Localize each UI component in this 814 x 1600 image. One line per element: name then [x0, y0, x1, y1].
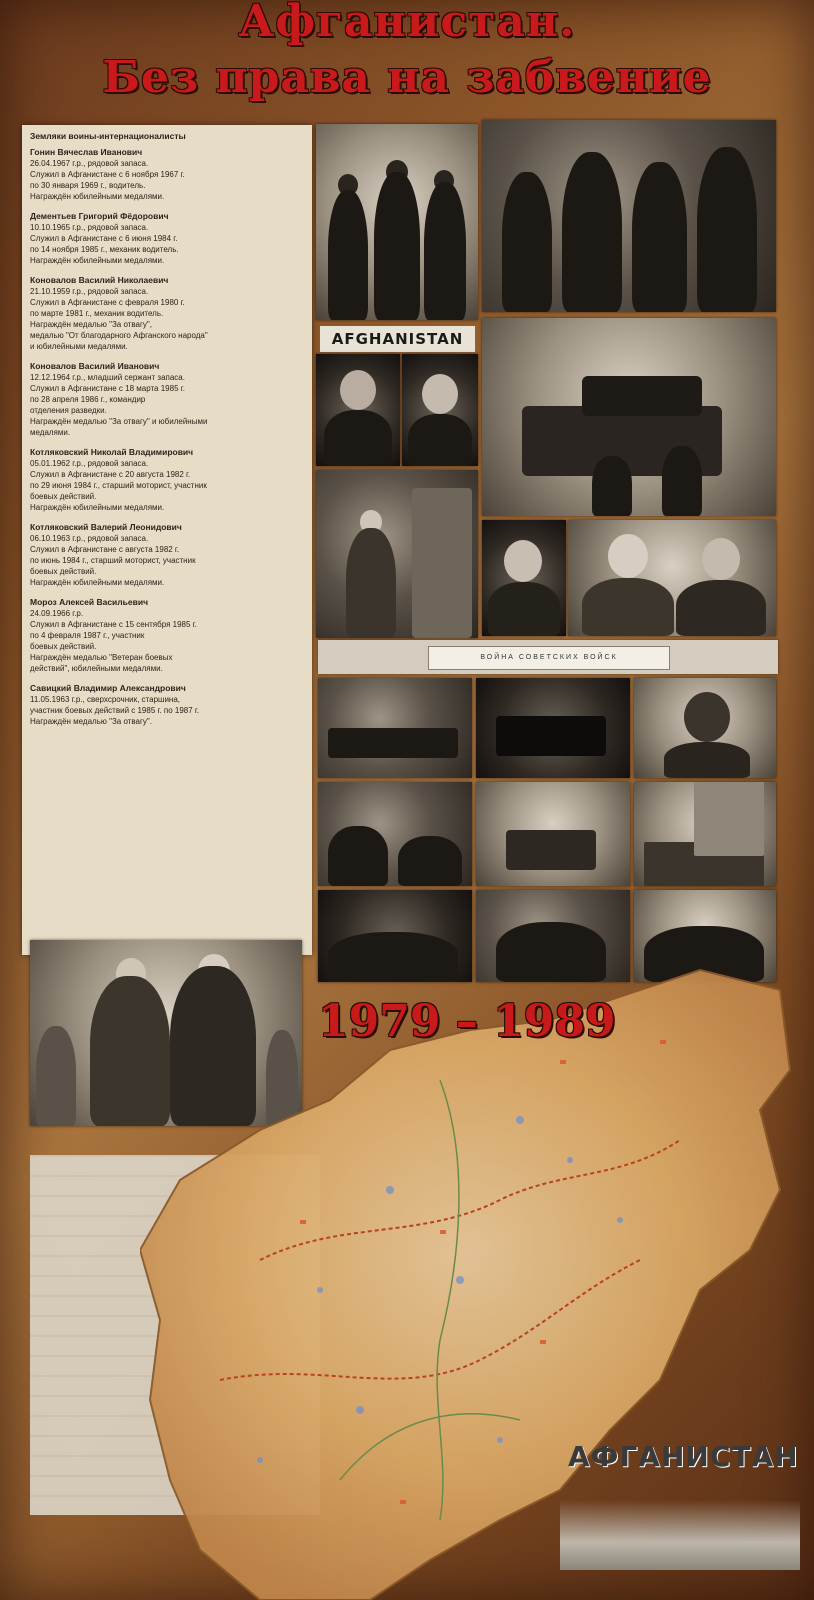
bio-line: Служил в Афганистане с августа 1982 г.: [30, 545, 180, 554]
bio-line: по 30 января 1969 г., водитель.: [30, 181, 146, 190]
bio-line: по 4 февраля 1987 г., участник: [30, 631, 145, 640]
bio-line: Награждён медалью "За отвагу" и юбилейными: [30, 417, 208, 426]
years-label: 1979 – 1989: [318, 996, 616, 1047]
bio-entry: [30, 361, 304, 438]
bio-line: 21.10.1959 г.р., рядовой запаса.: [30, 287, 149, 296]
bio-line: Награждён медалью "За отвагу".: [30, 717, 152, 726]
bio-line: боевых действий.: [30, 567, 97, 576]
bio-entry: [30, 147, 304, 202]
bio-name: Котляковский Валерий Леонидович: [30, 522, 182, 532]
photo-group-soldiers: [316, 124, 478, 320]
photo-crowd: [482, 120, 776, 312]
portrait-officers-2: [568, 520, 776, 636]
bio-name: Гонин Вячеслав Иванович: [30, 147, 143, 157]
bio-entry: [30, 211, 304, 266]
bio-entry: [30, 597, 304, 674]
bio-line: боевых действий.: [30, 642, 97, 651]
bio-line: Награждён медалью "Ветеран боевых: [30, 653, 173, 662]
bio-line: участник боевых действий с 1985 г. по 1987 г.: [30, 706, 200, 715]
bio-line: Служил в Афганистане с 20 августа 1982 г.: [30, 470, 191, 479]
bio-line: по 14 ноября 1985 г., механик водитель.: [30, 245, 179, 254]
photo-soldier-rifle: [316, 470, 478, 638]
bio-line: 11.05.1963 г.р., сверхсрочник, старшина,: [30, 695, 180, 704]
portrait-soldier-2: [402, 354, 478, 466]
bio-line: по 28 апреля 1986 г., командир: [30, 395, 146, 404]
bio-line: отделения разведки.: [30, 406, 107, 415]
bio-line: действий", юбилейными медалями.: [30, 664, 163, 673]
photo-tanks-column: [318, 678, 472, 778]
bio-entry: [30, 522, 304, 588]
afghanistan-map-label: АФГАНИСТАН: [568, 1440, 799, 1473]
portrait-officer-1: [482, 520, 566, 636]
bio-line: Награждён юбилейными медалями.: [30, 503, 165, 512]
banner-strip: [318, 640, 778, 674]
bio-line: 12.12.1964 г.р., младший сержант запаса.: [30, 373, 185, 382]
bio-line: Награждён медалью "За отвагу",: [30, 320, 152, 329]
bio-name: Дементьев Григорий Фёдорович: [30, 211, 169, 221]
bio-line: по марте 1981 г., механик водитель.: [30, 309, 164, 318]
bio-line: Награждён юбилейными медалями.: [30, 192, 165, 201]
bio-list: [30, 147, 304, 727]
photo-soldiers-resting: [318, 782, 472, 886]
bio-entry: [30, 275, 304, 352]
poster-title-line1: Афганистан.: [238, 0, 576, 47]
bio-line: Награждён юбилейными медалями.: [30, 578, 165, 587]
bio-line: боевых действий.: [30, 492, 97, 501]
bio-line: по июнь 1984 г., старший моторист, участник: [30, 556, 196, 565]
photo-tank-crew: [482, 318, 776, 516]
bio-entry: [30, 447, 304, 513]
bio-line: и юбилейными медалями.: [30, 342, 128, 351]
bio-line: 24.09.1966 г.р.: [30, 609, 84, 618]
bio-line: Служил в Афганистане с 6 июня 1984 г.: [30, 234, 178, 243]
bio-line: Служил в Афганистане с 6 ноября 1967 г.: [30, 170, 185, 179]
bio-name: Коновалов Василий Иванович: [30, 361, 160, 371]
bio-line: Награждён юбилейными медалями.: [30, 256, 165, 265]
photo-armored-vehicle: [476, 678, 630, 778]
bio-line: медалями.: [30, 428, 71, 437]
bio-line: по 29 июня 1984 г., старший моторист, участник: [30, 481, 207, 490]
portrait-soldier-1: [316, 354, 400, 466]
bio-line: медалью "От благодарного Афганского народа": [30, 331, 208, 340]
bio-name: Коновалов Василий Николаевич: [30, 275, 169, 285]
afghanistan-caption: AFGHANISTAN: [320, 326, 475, 352]
bio-line: Служил в Афганистане с февраля 1980 г.: [30, 298, 185, 307]
photo-soldier-helmet: [634, 678, 776, 778]
bio-entry: [30, 683, 304, 727]
bio-line: Служил в Афганистане с 18 марта 1985 г.: [30, 384, 185, 393]
bio-line: 05.01.1962 г.р., рядовой запаса.: [30, 459, 149, 468]
poster-title-line2: Без права на забвение: [102, 52, 712, 103]
bio-line: 06.10.1963 г.р., рядовой запаса.: [30, 534, 149, 543]
bio-name: Мороз Алексей Васильевич: [30, 597, 149, 607]
photo-sign-group: [634, 782, 776, 886]
bio-line: 10.10.1965 г.р., рядовой запаса.: [30, 223, 149, 232]
bio-name: Котляковский Николай Владимирович: [30, 447, 194, 457]
banner-badge: ВОЙНА СОВЕТСКИХ ВОЙСК: [428, 646, 670, 670]
bio-line: Служил в Афганистане с 15 сентября 1985 г.: [30, 620, 197, 629]
tank-strip: [560, 1500, 800, 1570]
bio-name: Савицкий Владимир Александрович: [30, 683, 186, 693]
veterans-text-panel: [22, 125, 312, 955]
bio-line: 26.04.1967 г.р., рядовой запаса.: [30, 159, 149, 168]
panel-heading: Земляки воины-интернационалисты: [30, 131, 186, 141]
photo-convoy: [476, 782, 630, 886]
